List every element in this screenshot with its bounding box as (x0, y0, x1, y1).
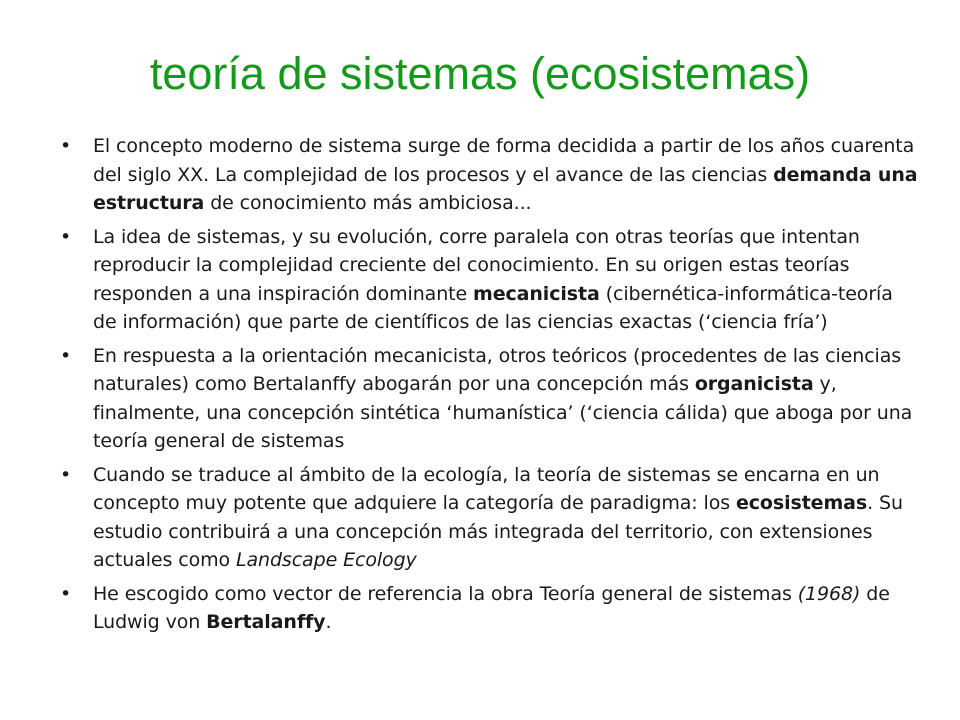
bullet-text: Cuando se traduce al ámbito de la ecología, la teoría de sistemas se encarna en un concepto muy potente que adquiere la categoría de paradigma: los (93, 463, 880, 514)
bullet-item (60, 342, 920, 456)
bullet-item (60, 461, 920, 575)
italic-phrase: Landscape Ecology (235, 549, 417, 571)
bullet-text: La idea de sistemas, y su evolución, corre paralela con otras teorías que intentan reproducir la complejidad creciente del conocimiento. En su origen estas teorías responden a una inspiración dominante (93, 225, 860, 305)
bullet-text: de conocimiento más ambiciosa... (204, 192, 532, 214)
bullet-item (60, 580, 920, 637)
bullet-text: He escogido como vector de referencia la obra Teoría general de sistemas (93, 582, 798, 605)
bullet-text: (cibernética-informática-teoría de información) que parte de científicos de las ciencias exactas (‘ciencia fría’) (93, 282, 893, 333)
bold-phrase: demanda una estructura (93, 163, 918, 214)
bullet-icon: • (60, 135, 72, 157)
bullet-icon: • (60, 582, 72, 605)
bold-phrase: organicista (694, 373, 814, 395)
bullet-text: y, finalmente, una concepción sintética ‘humanística’ (‘ciencia cálida) que aboga por una teoría general de sistemas (93, 373, 913, 452)
bullet-icon: • (60, 463, 72, 486)
bullet-text: En respuesta a la orientación mecanicista, otros teóricos (procedentes de las ciencias naturales) como Bertalanffy abogarán por una concepción más (93, 344, 902, 395)
bullet-list (60, 132, 920, 642)
bullet-text: de Ludwig von (93, 582, 890, 633)
bullet-text: . Su estudio contribuirá a una concepción más integrada del territorio, con extensiones actuales como (93, 492, 903, 571)
bold-phrase: Bertalanffy (206, 611, 326, 633)
bullet-text: El concepto moderno de sistema surge de forma decidida a partir de los años cuarenta del siglo XX. La complejidad de los procesos y el avance de las ciencias (93, 135, 915, 186)
bold-phrase: ecosistemas (735, 492, 868, 514)
bullet-text: . (325, 611, 332, 633)
bullet-item (60, 132, 920, 218)
bold-phrase: mecanicista (473, 282, 600, 305)
bullet-icon: • (60, 225, 72, 248)
bullet-icon: • (60, 344, 72, 367)
italic-phrase: (1968) (797, 582, 861, 605)
slide-title: teoría de sistemas (ecosistemas) (149, 48, 811, 99)
bullet-item (60, 223, 920, 337)
